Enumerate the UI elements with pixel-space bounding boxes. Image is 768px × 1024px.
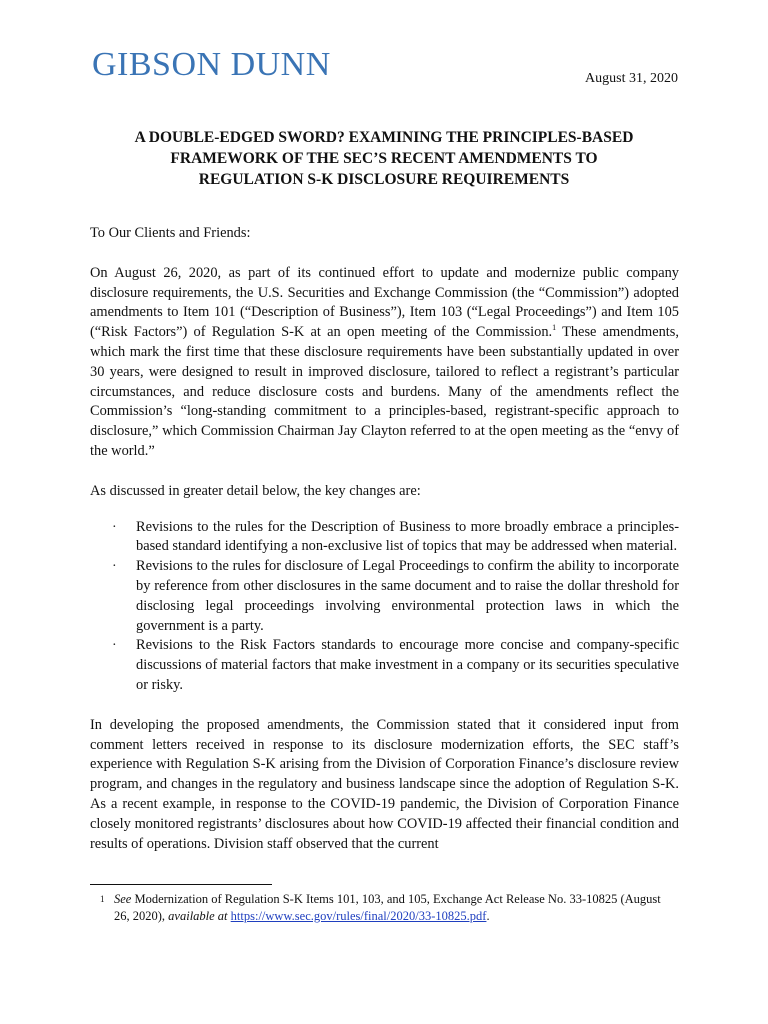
- document-body: [90, 224, 679, 874]
- footnote-end: .: [486, 908, 490, 923]
- footnote-ref[interactable]: 1: [552, 323, 557, 333]
- footnote: [90, 891, 679, 924]
- list-item: [90, 518, 679, 558]
- footnote-citation: Modernization of Regulation S-K Items 101, 103, and 105, Exchange Act Release No. 33-10825 (August 26, 2020),: [114, 892, 661, 923]
- salutation: To Our Clients and Friends:: [90, 225, 251, 241]
- bullet-icon: ·: [112, 559, 117, 575]
- list-item-text: Revisions to the rules for disclosure of Legal Proceedings to confirm the ability to incorporate by reference from other disclosures in the same document and to raise the dollar threshold for disclosing legal proceedings involving environmental protection laws in which the government is a party.: [136, 558, 679, 634]
- key-changes-intro: As discussed in greater detail below, the key changes are:: [90, 482, 421, 499]
- footnote-number: 1: [100, 894, 105, 904]
- footnote-text: [90, 891, 679, 924]
- development-paragraph: In developing the proposed amendments, the Commission stated that it considered input from comment letters received in response to its disclosure modernization efforts, the SEC staff’s experience with Regulation S-K arising from the Division of Corporation Finance’s disclosure review program, and changes in the regulatory and business landscape since the adoption of Regulation S-K. As a recent example, in response to the COVID-19 pandemic, the Division of Corporation Finance closely monitored registrants’ disclosures about how COVID-19 affected their financial condition and results of operations. Division staff observed that the current: [90, 716, 679, 852]
- title-line: REGULATION S-K DISCLOSURE REQUIREMENTS: [198, 171, 570, 188]
- bullet-icon: ·: [112, 519, 117, 535]
- list-item-text: Revisions to the rules for the Description of Business to more broadly embrace a principles-based standard identifying a non-exclusive list of topics that may be addressed when material.: [136, 518, 679, 555]
- intro-paragraph: [90, 264, 679, 462]
- document-title: [60, 127, 708, 190]
- intro-text: On August 26, 2020, as part of its continued effort to update and modernize public company disclosure requirements, the U.S. Securities and Exchange Commission (the “Commission”) adopted amendments to Item 101 (“Description of Business”), Item 103 (“Legal Proceedings”) and Item 105 (“Risk Factors”) of Regulation S-K at an open meeting of the Commission.: [90, 264, 679, 341]
- bullet-icon: ·: [112, 638, 117, 654]
- firm-logo: GIBSON DUNN: [92, 46, 331, 83]
- list-item: [90, 636, 679, 695]
- footnote-available-at: available at: [168, 908, 228, 923]
- title-line: A DOUBLE-EDGED SWORD? EXAMINING THE PRINCIPLES-BASED: [134, 129, 634, 146]
- intro-text-continued: These amendments, which mark the first time that these disclosure requirements have been substantially updated in over 30 years, were designed to result in improved disclosure, tailored to reflect a registrant’s particular circumstances, and reduce disclosure costs and burdens. Many of the amendments reflect the Commission’s “long-standing commitment to a principles-based, registrant-specific approach to disclosure,” which Commission Chairman Jay Clayton referred to at the open meeting as the “envy of the world.”: [90, 324, 679, 459]
- key-changes-list: [90, 518, 679, 696]
- title-line: FRAMEWORK OF THE SEC’S RECENT AMENDMENTS TO: [170, 150, 598, 167]
- list-item-text: Revisions to the Risk Factors standards to encourage more concise and company-specific discussions of material factors that make investment in a company or its securities speculative or risky.: [136, 637, 679, 693]
- footnote-see: See: [114, 892, 132, 906]
- footnote-divider: [90, 884, 272, 885]
- document-date: August 31, 2020: [585, 71, 678, 86]
- list-item: [90, 557, 679, 636]
- sec-release-link[interactable]: https://www.sec.gov/rules/final/2020/33-10825.pdf: [230, 908, 487, 923]
